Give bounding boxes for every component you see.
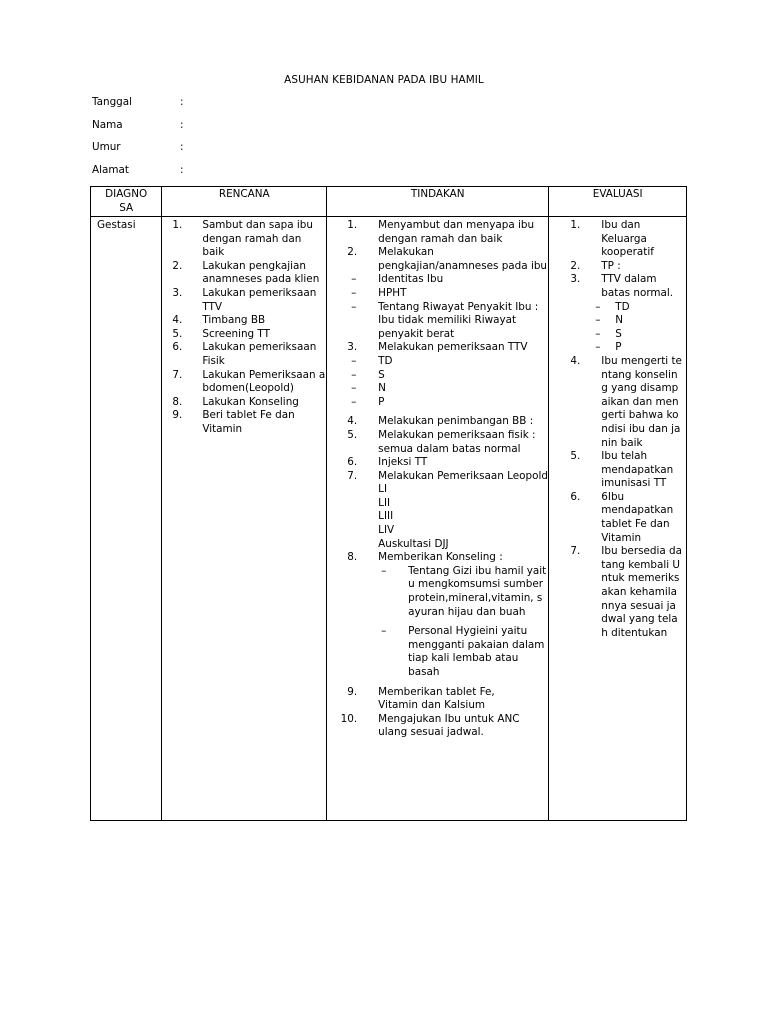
sub-list-item: – Personal Hygieini yaitu mengganti pakaian dalam tiap kali lembab atau basah <box>381 625 545 678</box>
list-item: 5. Melakukan pemeriksaan fisik : semua dalam batas normal <box>347 428 536 455</box>
table-header-row <box>91 187 687 217</box>
field-label-alamat: Alamat <box>92 164 129 176</box>
sub-list <box>378 565 548 680</box>
cell-diagnosa <box>91 217 162 821</box>
sub-list-item: – Identitas Ibu <box>351 273 444 286</box>
sub-list-item: – N <box>351 382 386 395</box>
care-plan-table <box>90 186 687 821</box>
leopold-lines <box>378 483 548 551</box>
leopold-line: LII <box>378 496 391 509</box>
list-item: 3. Melakukan pemeriksaan TTV – TD – S – N – P <box>327 341 548 409</box>
leopold-line: LIV <box>378 524 395 537</box>
list-item: 5. Ibu telah mendapatkan imunisasi TT <box>570 450 674 490</box>
sub-list <box>348 355 548 409</box>
list-item: 6. Injeksi TT <box>347 456 428 469</box>
list-item: 5. Screening TT <box>172 327 270 340</box>
list-item: 7. Ibu bersedia datang kembali Untuk memeriksakan kehamilannya sesuai jadwal yang telah ditentukan <box>570 545 683 639</box>
list-item: 9. Memberikan tablet Fe, Vitamin dan Kalsium <box>347 685 495 712</box>
list-item: 3. TTV dalam batas normal. – TD – N – S – P <box>549 273 686 355</box>
sub-list-item: – N <box>595 314 624 327</box>
list-item: 1. Sambut dan sapa ibu dengan ramah dan baik <box>172 219 313 259</box>
leopold-line: LIII <box>378 510 394 523</box>
list-item: 1. Menyambut dan menyapa ibu dengan ramah dan baik <box>347 219 535 245</box>
list-item: 3. Lakukan pemeriksaan TTV <box>172 286 317 313</box>
sub-list <box>549 301 682 355</box>
tindakan-list <box>327 217 548 740</box>
list-item: 8. Memberikan Konseling : – Tentang Gizi ibu hamil yaitu mengkomsumsi sumber protein,mineral,vitamin, sayuran hijau dan buah – Personal Hygieini yaitu mengganti pakaian dalam tiap kali lembab atau basah <box>327 551 548 679</box>
sub-list-item: – S <box>595 327 622 340</box>
list-item: 9. Beri tablet Fe dan Vitamin <box>172 409 295 435</box>
list-item: 7. Melakukan Pemeriksaan Leopold LI LII LIII LIV Auskultasi DJJ <box>347 469 548 550</box>
sub-list-item: – S <box>351 368 385 381</box>
list-item: 1. Ibu dan Keluarga kooperatif <box>570 219 654 259</box>
list-item: 6. 6Ibu mendapatkan tablet Fe dan Vitamin <box>570 490 674 544</box>
cell-rencana <box>162 217 327 821</box>
sub-list-item: – P <box>351 395 385 408</box>
list-item: 2. Melakukan pengkajian/anamneses pada ibu – Identitas Ibu – HPHT – Tentang Riwayat Penyakit Ibu : Ibu tidak memiliki Riwayat penyakit berat <box>347 246 548 340</box>
field-label-umur: Umur <box>92 141 121 153</box>
field-colon: : <box>180 119 184 131</box>
list-item: 7. Lakukan Pemeriksaan abdomen(Leopold) <box>172 368 326 395</box>
list-item: 6. Lakukan pemeriksaan Fisik <box>172 341 317 367</box>
sub-list-item: – TD <box>595 300 630 313</box>
sub-list-item: – Tentang Gizi ibu hamil yaitu mengkomsumsi sumber protein,mineral,vitamin, sayuran hijau dan buah <box>381 564 547 618</box>
diagnosa-text: Gestasi <box>97 219 136 231</box>
field-colon: : <box>180 164 184 176</box>
sub-list <box>348 273 548 341</box>
list-item: 10. Mengajukan Ibu untuk ANC ulang sesuai jadwal. <box>340 712 520 739</box>
table-row <box>91 217 687 821</box>
sub-list-item: – HPHT <box>351 286 407 299</box>
evaluasi-list <box>549 217 686 640</box>
list-item: 8. Lakukan Konseling <box>172 395 299 408</box>
sub-list-item: – P <box>595 341 622 354</box>
sub-list-item: – TD <box>351 354 393 367</box>
field-colon: : <box>180 141 184 153</box>
cell-tindakan <box>327 217 549 821</box>
field-colon: : <box>180 96 184 108</box>
header-rencana: RENCANA <box>162 187 327 217</box>
list-item: 2. Lakukan pengkajian anamneses pada klien <box>172 259 320 286</box>
header-tindakan: TINDAKAN <box>327 187 549 217</box>
header-evaluasi: EVALUASI <box>549 187 687 217</box>
list-item: 4. Ibu mengerti tentang konseling yang disampaikan dan mengerti bahwa kondisi ibu dan janin baik <box>570 354 682 449</box>
list-item: 4. Melakukan penimbangan BB : <box>347 415 534 428</box>
sub-list-item: – Tentang Riwayat Penyakit Ibu : Ibu tidak memiliki Riwayat penyakit berat <box>351 300 539 340</box>
field-label-tanggal: Tanggal <box>92 96 133 108</box>
leopold-line: LI <box>378 483 388 496</box>
list-item: 2. TP : <box>570 259 621 272</box>
rencana-list <box>162 217 326 437</box>
header-diagnosa: DIAGNOSA <box>91 187 162 217</box>
page-title: ASUHAN KEBIDANAN PADA IBU HAMIL <box>284 74 484 86</box>
cell-evaluasi <box>549 217 687 821</box>
leopold-line: Auskultasi DJJ <box>378 537 449 550</box>
list-item: 4. Timbang BB <box>172 314 266 327</box>
field-label-nama: Nama <box>92 119 123 131</box>
